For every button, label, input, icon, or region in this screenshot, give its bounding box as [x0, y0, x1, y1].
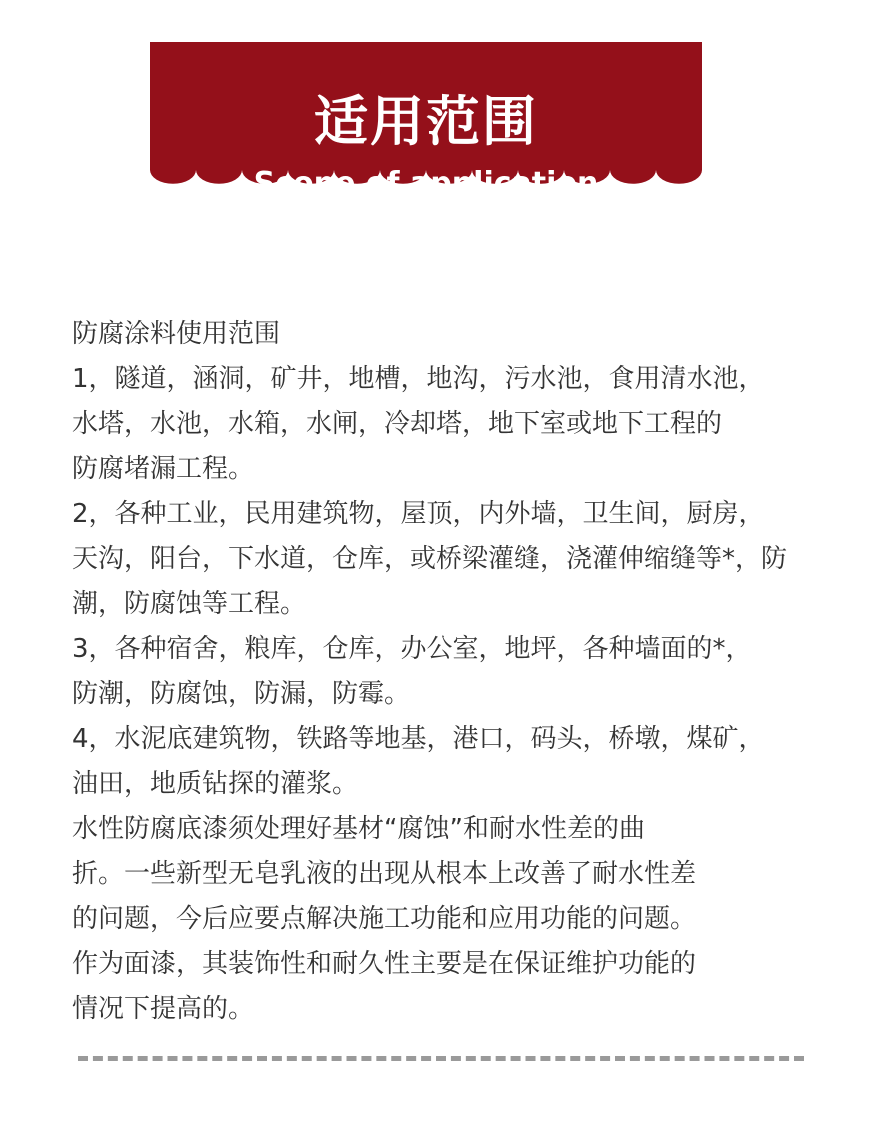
content-line: 的问题，今后应要点解决施工功能和应用功能的问题。: [72, 904, 697, 934]
content-line: 作为面漆，其装饰性和耐久性主要是在保证维护功能的: [72, 949, 697, 979]
content-line: 油田，地质钻探的灌浆。: [72, 769, 359, 799]
title-banner: [150, 42, 702, 201]
content-line: 3，各种宿舍，粮库，仓库，办公室，地坪，各种墙面的*，: [72, 634, 752, 664]
content-line: 1，隧道，涵洞，矿井，地槽，地沟，污水池，食用清水池，: [72, 364, 765, 394]
content-line: 天沟，阳台，下水道，仓库，或桥梁灌缝，浇灌伸缩缝等*，防: [72, 544, 788, 574]
content-line: 潮，防腐蚀等工程。: [72, 589, 307, 619]
content-line: 防腐堵漏工程。: [72, 454, 255, 484]
content-line: 水性防腐底漆须处理好基材“腐蚀”和耐水性差的曲: [72, 814, 645, 844]
dashed-divider: [78, 1056, 804, 1061]
content-line: 4，水泥底建筑物，铁路等地基，港口，码头，桥墩，煤矿，: [72, 724, 765, 754]
content-line: 水塔，水池，水箱，水闸，冷却塔，地下室或地下工程的: [72, 409, 723, 439]
content-line: 情况下提高的。: [72, 994, 255, 1024]
content-heading: 防腐涂料使用范围: [72, 319, 281, 349]
content-line: 2，各种工业，民用建筑物，屋顶，内外墙，卫生间，厨房，: [72, 499, 765, 529]
content-line: 折。一些新型无皂乳液的出现从根本上改善了耐水性差: [72, 859, 697, 889]
content-body: [72, 312, 832, 1032]
banner-subtitle: Scope of application: [253, 166, 599, 201]
content-line: 防潮，防腐蚀，防漏，防霉。: [72, 679, 411, 709]
banner-title: 适用范围: [314, 90, 538, 153]
